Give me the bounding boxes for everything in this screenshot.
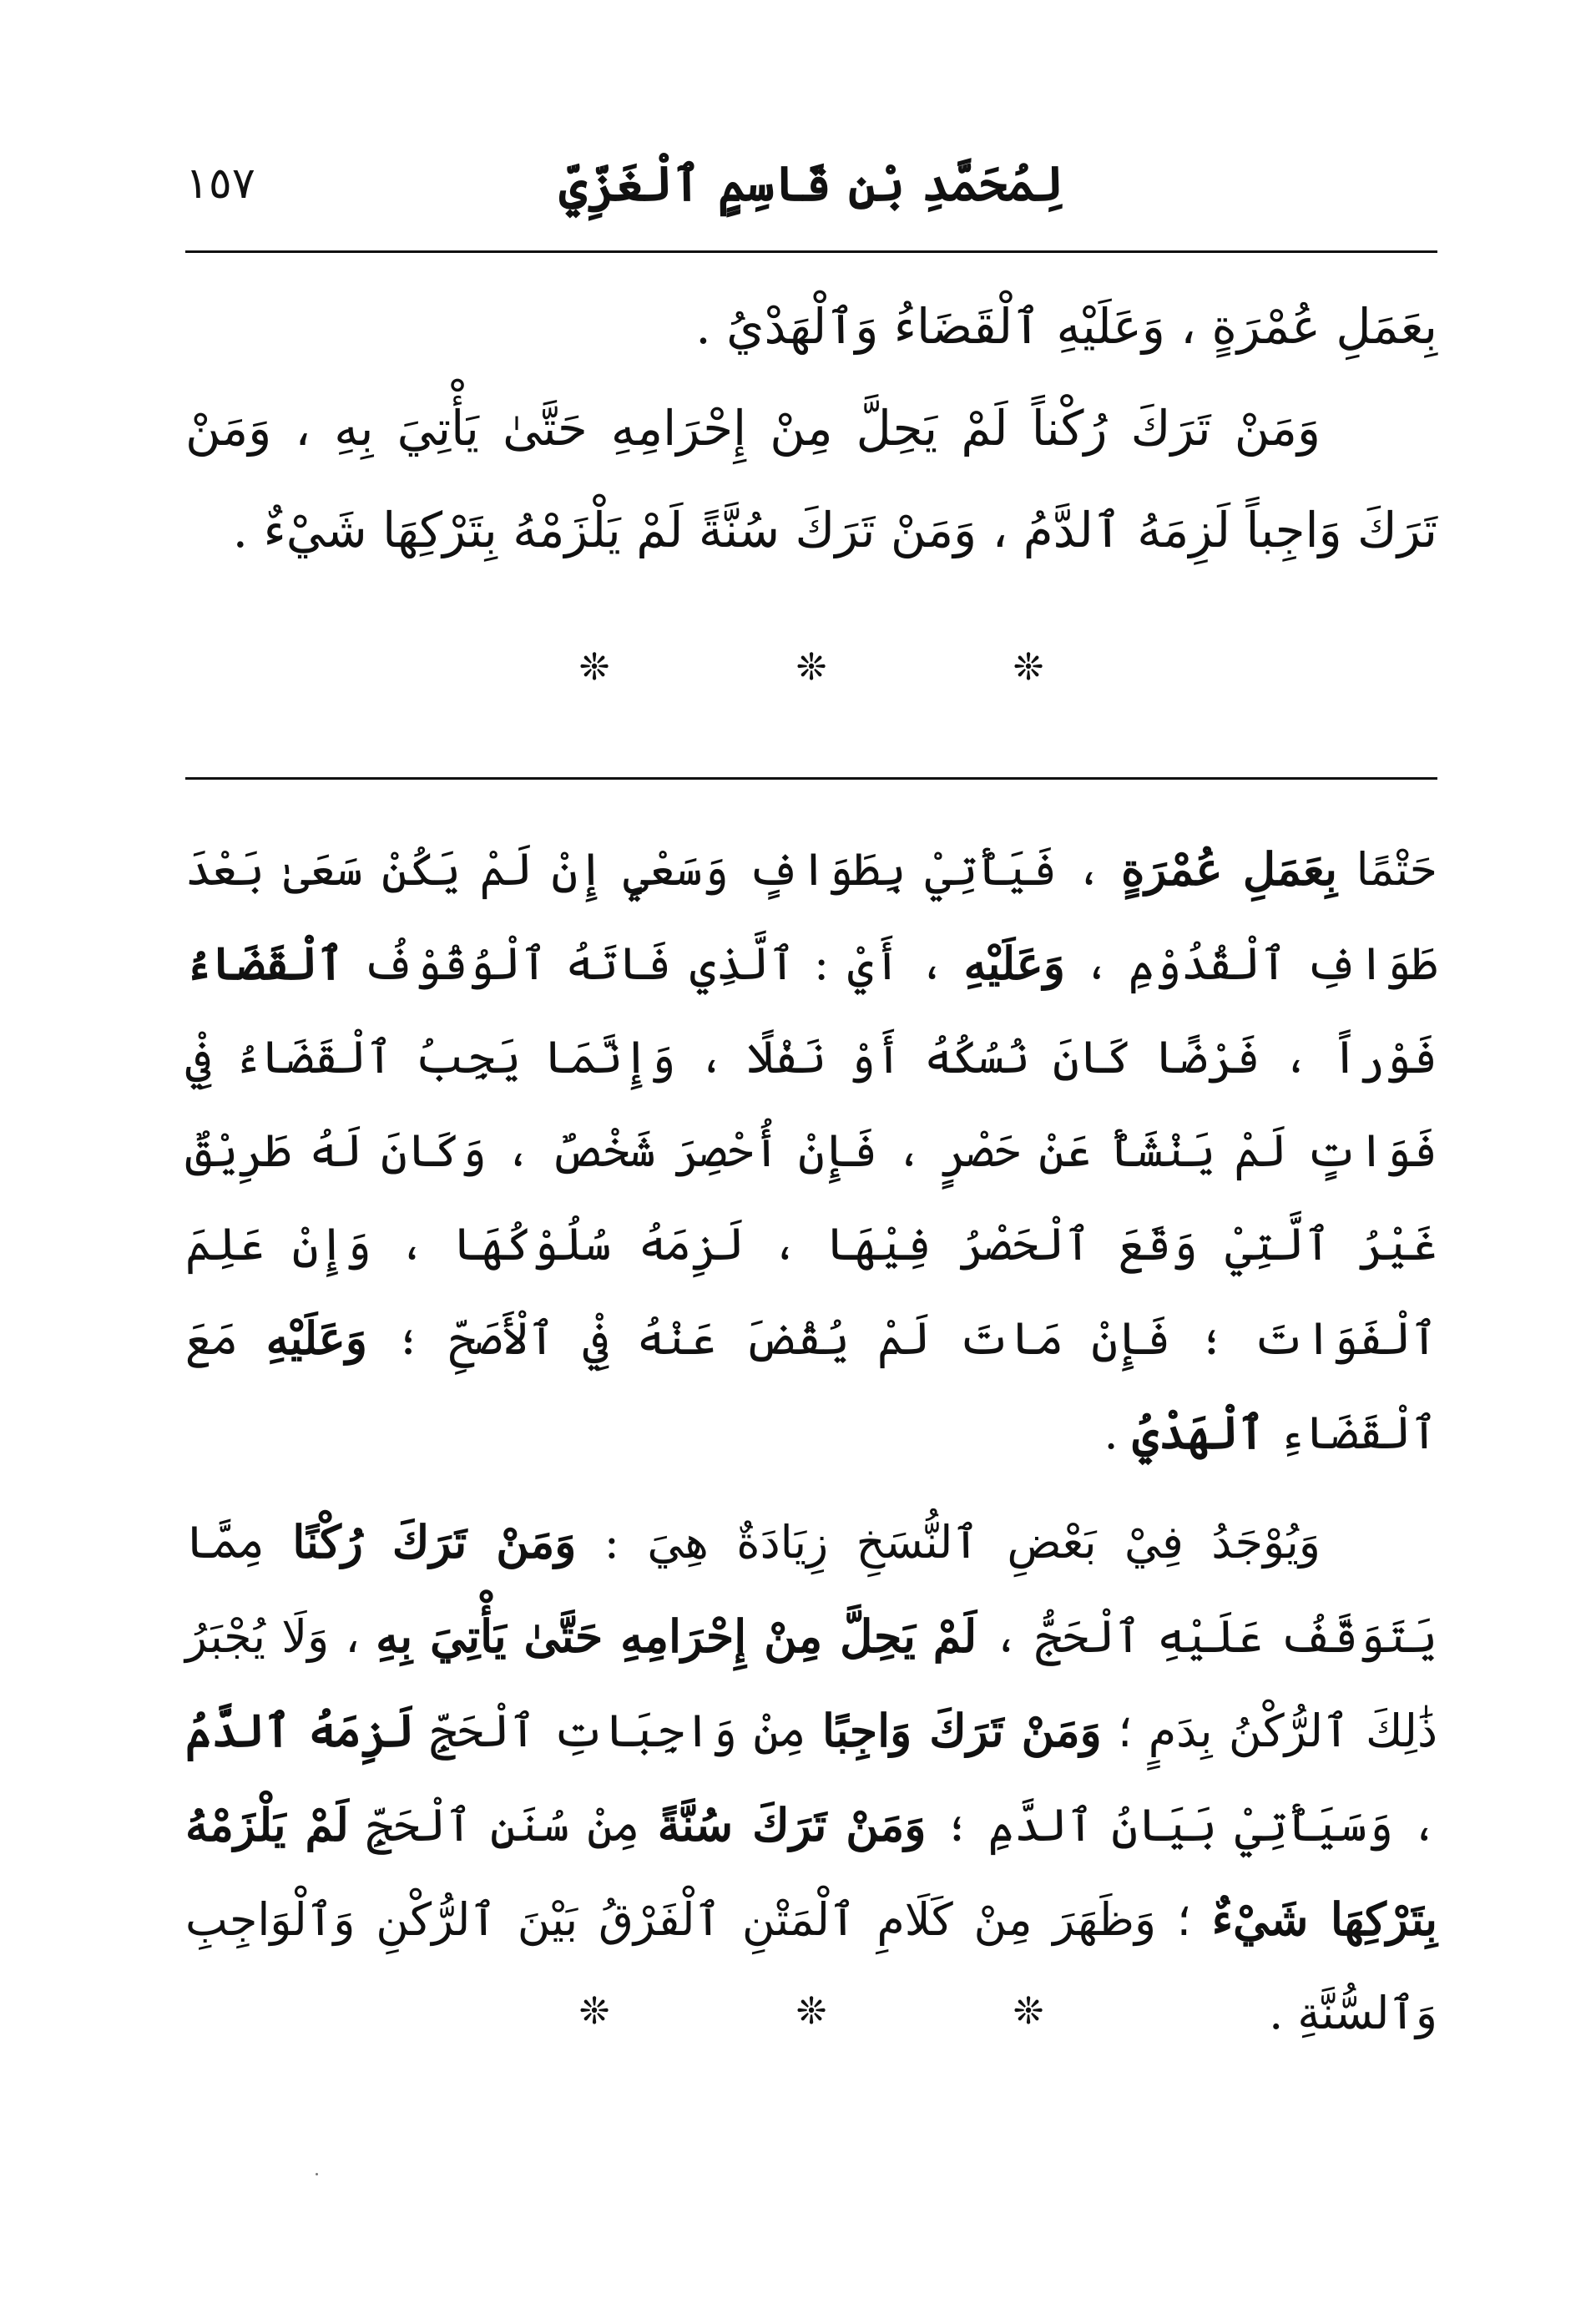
page-header <box>185 146 1437 221</box>
matn-line: بِعَمَلِ عُمْرَةٍ ، وَعَلَيْهِ ٱلْقَضَاءُ وَٱلْهَدْيُ . <box>695 298 1437 355</box>
commentary-run: ، وَلَا يُجْبَرُ ذَٰلِكَ ٱلرُّكْنُ بِدَمٍ ؛ <box>185 1610 1437 1757</box>
commentary-run: وَيُوْجَدُ فِيْ بَعْضِ ٱلنُّسَخِ زِيَادَةٌ هِيَ : <box>576 1516 1321 1569</box>
page-number: ١٥٧ <box>185 159 255 209</box>
header-rule <box>185 250 1437 253</box>
commentary-run: مِنْ وَاجِبَاتِ ٱلْحَجِّ <box>414 1705 823 1757</box>
commentary-run: حَتْمًا <box>1337 843 1437 896</box>
asterism-icon: ❊ <box>578 1990 610 2033</box>
commentary-run: . <box>1104 1407 1133 1459</box>
commentary-text <box>185 822 1437 2060</box>
commentary-run: ؛ وَظَهَرَ مِنْ كَلَامِ ٱلْمَتْنِ ٱلْفَرْقُ بَيْنَ ٱلرُّكْنِ وَٱلْوَاجِبِ وَٱلسُّنَّةِ . <box>185 1893 1437 2039</box>
matn-text <box>185 275 1437 581</box>
asterism-icon: ❊ <box>1013 646 1044 689</box>
matn-quote: لَمْ يَلْزَمْهُ بِتَرْكِهَا شَيْءٌ <box>185 1798 1437 1946</box>
commentary-rule <box>185 777 1437 780</box>
matn-quote: وَمَنْ تَرَكَ وَاجِبًا <box>822 1704 1102 1757</box>
running-title: لِمُحَمَّدِ بْنِ قَاسِمٍ ٱلْغَزِّيِّ <box>558 155 1064 212</box>
commentary-paragraph-1 <box>185 822 1437 1480</box>
matn-quote: وَعَلَيْهِ <box>963 937 1065 990</box>
commentary-run: مِنْ سُنَنِ ٱلْحَجِّ <box>348 1799 658 1852</box>
scan-speck <box>316 2173 318 2175</box>
matn-quote: وَمَنْ تَرَكَ سُنَّةً <box>657 1798 927 1852</box>
asterism-icon: ❊ <box>578 646 610 689</box>
matn-quote: ٱلْهَدْيُ <box>1132 1406 1265 1459</box>
section-divider-bottom <box>185 1987 1437 2037</box>
asterism-icon: ❊ <box>1013 1990 1044 2033</box>
matn-quote: بِعَمَلِ عُمْرَةٍ <box>1121 842 1338 896</box>
matn-quote: وَمَنْ تَرَكَ رُكْنًا <box>292 1515 577 1569</box>
section-divider-top <box>185 643 1437 693</box>
matn-quote: وَعَلَيْهِ <box>265 1311 367 1365</box>
commentary-run: مِمَّا يَتَوَقَّفُ عَلَيْهِ ٱلْحَجُّ ، <box>185 1516 1437 1663</box>
commentary-run: فَوْراً ، فَرْضًا كَانَ نُسُكُهُ أَوْ نَفْلًا ، وَإِنَّمَا يَجِبُ ٱلْقَضَاءُ فِيْ فَوَاتٍ لَمْ يَنْشَأْ عَنْ حَصْرٍ ، فَإِنْ أُحْصِرَ شَخْصٌ ، وَكَانَ لَهُ طَرِيْقٌ غَيْرُ ٱلَّتِيْ وَقَعَ ٱلْحَصْرُ فِيْهَا ، لَزِمَهُ سُلُوْكُهَا ، وَإِنْ عَلِمَ ٱلْفَوَاتَ ؛ فَإِنْ مَاتَ لَمْ يُقْضَ عَنْهُ فِيْ ٱلْأَصَحِّ ؛ <box>185 1031 1437 1365</box>
matn-quote: ٱلْقَضَاءُ <box>185 937 344 990</box>
matn-paragraph: وَمَنْ تَرَكَ رُكْناً لَمْ يَحِلَّ مِنْ إِحْرَامِهِ حَتَّىٰ يَأْتِيَ بِهِ ، وَمَنْ تَرَكَ وَاجِباً لَزِمَهُ ٱلدَّمُ ، وَمَنْ تَرَكَ سُنَّةً لَمْ يَلْزَمْهُ بِتَرْكِهَا شَيْءٌ . <box>185 400 1437 558</box>
commentary-run: ، أَيْ : ٱلَّذِي فَاتَهُ ٱلْوُقُوْفُ <box>343 937 964 990</box>
commentary-run: ، فَيَأْتِيْ بِطَوَافٍ وَسَعْيٍ إِنْ لَمْ يَكُنْ سَعَىٰ بَعْدَ طَوَافِ ٱلْقُدُوْمِ ، <box>185 843 1437 990</box>
asterism-icon: ❊ <box>795 1990 827 2033</box>
commentary-run: مَعَ ٱلْقَضَاءِ <box>185 1312 1437 1459</box>
commentary-paragraph-2 <box>185 1495 1437 2060</box>
matn-quote: لَمْ يَحِلَّ مِنْ إِحْرَامِهِ حَتَّىٰ يَأْتِيَ بِهِ <box>376 1609 977 1663</box>
commentary-run: ، وَسَيَأْتِيْ بَيَانُ ٱلدَّمِ ؛ <box>926 1799 1437 1852</box>
matn-quote: لَزِمَهُ ٱلدَّمُ <box>185 1704 415 1757</box>
asterism-icon: ❊ <box>795 646 827 689</box>
